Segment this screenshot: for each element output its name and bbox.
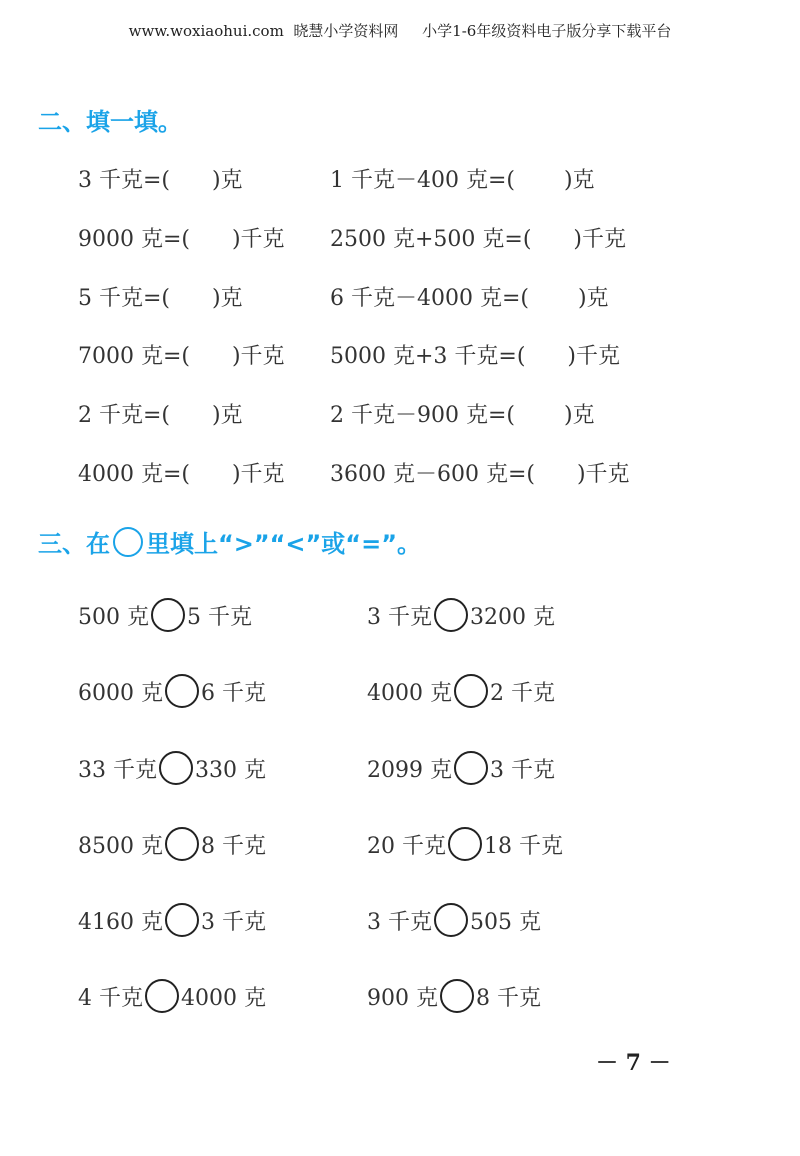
fill-left-question: 2 千克=( )克	[78, 403, 243, 428]
compare-right	[367, 827, 563, 861]
compare-right	[367, 979, 541, 1013]
section-title-prefix: 三、在	[38, 530, 110, 558]
answer-circle[interactable]	[454, 751, 488, 785]
compare-operand: 4000 克	[181, 985, 266, 1011]
compare-row	[0, 598, 800, 638]
compare-operand: 3 千克	[200, 909, 266, 935]
compare-operand: 18 千克	[484, 833, 563, 859]
section-title-compare	[38, 524, 421, 559]
compare-left	[78, 674, 266, 708]
compare-operand: 4160 克	[78, 909, 163, 935]
compare-right	[367, 598, 555, 632]
answer-circle[interactable]	[434, 598, 468, 632]
compare-operand: 4000 克	[367, 680, 452, 706]
fill-left-question: 3 千克=( )克	[78, 168, 243, 193]
compare-operand: 3 千克	[367, 909, 432, 935]
compare-left	[78, 979, 266, 1013]
section-title-fill: 二、填一填。	[38, 108, 182, 136]
fill-left-question: 7000 克=( )千克	[78, 344, 285, 369]
answer-circle[interactable]	[448, 827, 482, 861]
compare-operand: 5 千克	[187, 604, 252, 630]
compare-row	[0, 674, 800, 714]
compare-row	[0, 751, 800, 791]
compare-row	[0, 979, 800, 1019]
answer-circle[interactable]	[159, 751, 193, 785]
fill-left-question: 5 千克=( )克	[78, 286, 243, 311]
fill-right-question: 2500 克+500 克=( )千克	[330, 227, 626, 252]
answer-circle[interactable]	[145, 979, 179, 1013]
answer-circle[interactable]	[165, 903, 199, 937]
section-title-suffix: 里填上“>”“<”或“=”。	[146, 530, 421, 558]
compare-operand: 4 千克	[78, 985, 143, 1011]
compare-left	[78, 598, 252, 632]
compare-row	[0, 903, 800, 943]
compare-operand: 8 千克	[476, 985, 541, 1011]
compare-operand: 6 千克	[200, 680, 266, 706]
compare-operand: 20 千克	[367, 833, 446, 859]
fill-row	[0, 222, 800, 262]
compare-operand: 500 克	[78, 604, 149, 630]
compare-right	[367, 751, 555, 785]
page-number: － 7 －	[596, 1050, 671, 1076]
compare-operand: 3 千克	[367, 604, 432, 630]
fill-right-question: 3600 克－600 克=( )千克	[330, 462, 630, 487]
fill-right-question: 5000 克+3 千克=( )千克	[330, 344, 620, 369]
compare-operand: 33 千克	[78, 757, 157, 783]
answer-circle[interactable]	[434, 903, 468, 937]
fill-row	[0, 163, 800, 203]
fill-row	[0, 398, 800, 438]
fill-left-question: 9000 克=( )千克	[78, 227, 285, 252]
compare-left	[78, 751, 266, 785]
compare-operand: 6000 克	[78, 680, 163, 706]
fill-row	[0, 457, 800, 497]
compare-operand: 900 克	[367, 985, 438, 1011]
compare-operand: 3200 克	[470, 604, 555, 630]
compare-operand: 2 千克	[489, 680, 555, 706]
fill-right-question: 6 千克－4000 克=( )克	[330, 286, 609, 311]
site-header: www.woxiaohui.com 晓慧小学资料网 小学1-6年级资料电子版分享下载平台	[128, 22, 672, 40]
answer-circle[interactable]	[151, 598, 185, 632]
answer-circle[interactable]	[165, 827, 199, 861]
compare-row	[0, 827, 800, 867]
compare-left	[78, 903, 266, 937]
fill-left-question: 4000 克=( )千克	[78, 462, 285, 487]
answer-circle[interactable]	[440, 979, 474, 1013]
compare-operand: 8 千克	[200, 833, 266, 859]
compare-operand: 505 克	[470, 909, 541, 935]
answer-circle[interactable]	[454, 674, 488, 708]
fill-right-question: 1 千克－400 克=( )克	[330, 168, 595, 193]
compare-operand: 2099 克	[367, 757, 452, 783]
compare-operand: 330 克	[195, 757, 266, 783]
compare-right	[367, 674, 555, 708]
fill-row	[0, 281, 800, 321]
compare-left	[78, 827, 266, 861]
compare-right	[367, 903, 541, 937]
compare-operand: 8500 克	[78, 833, 163, 859]
answer-circle[interactable]	[165, 674, 199, 708]
circle-icon	[113, 527, 143, 557]
compare-operand: 3 千克	[489, 757, 555, 783]
fill-right-question: 2 千克－900 克=( )克	[330, 403, 595, 428]
fill-row	[0, 339, 800, 379]
